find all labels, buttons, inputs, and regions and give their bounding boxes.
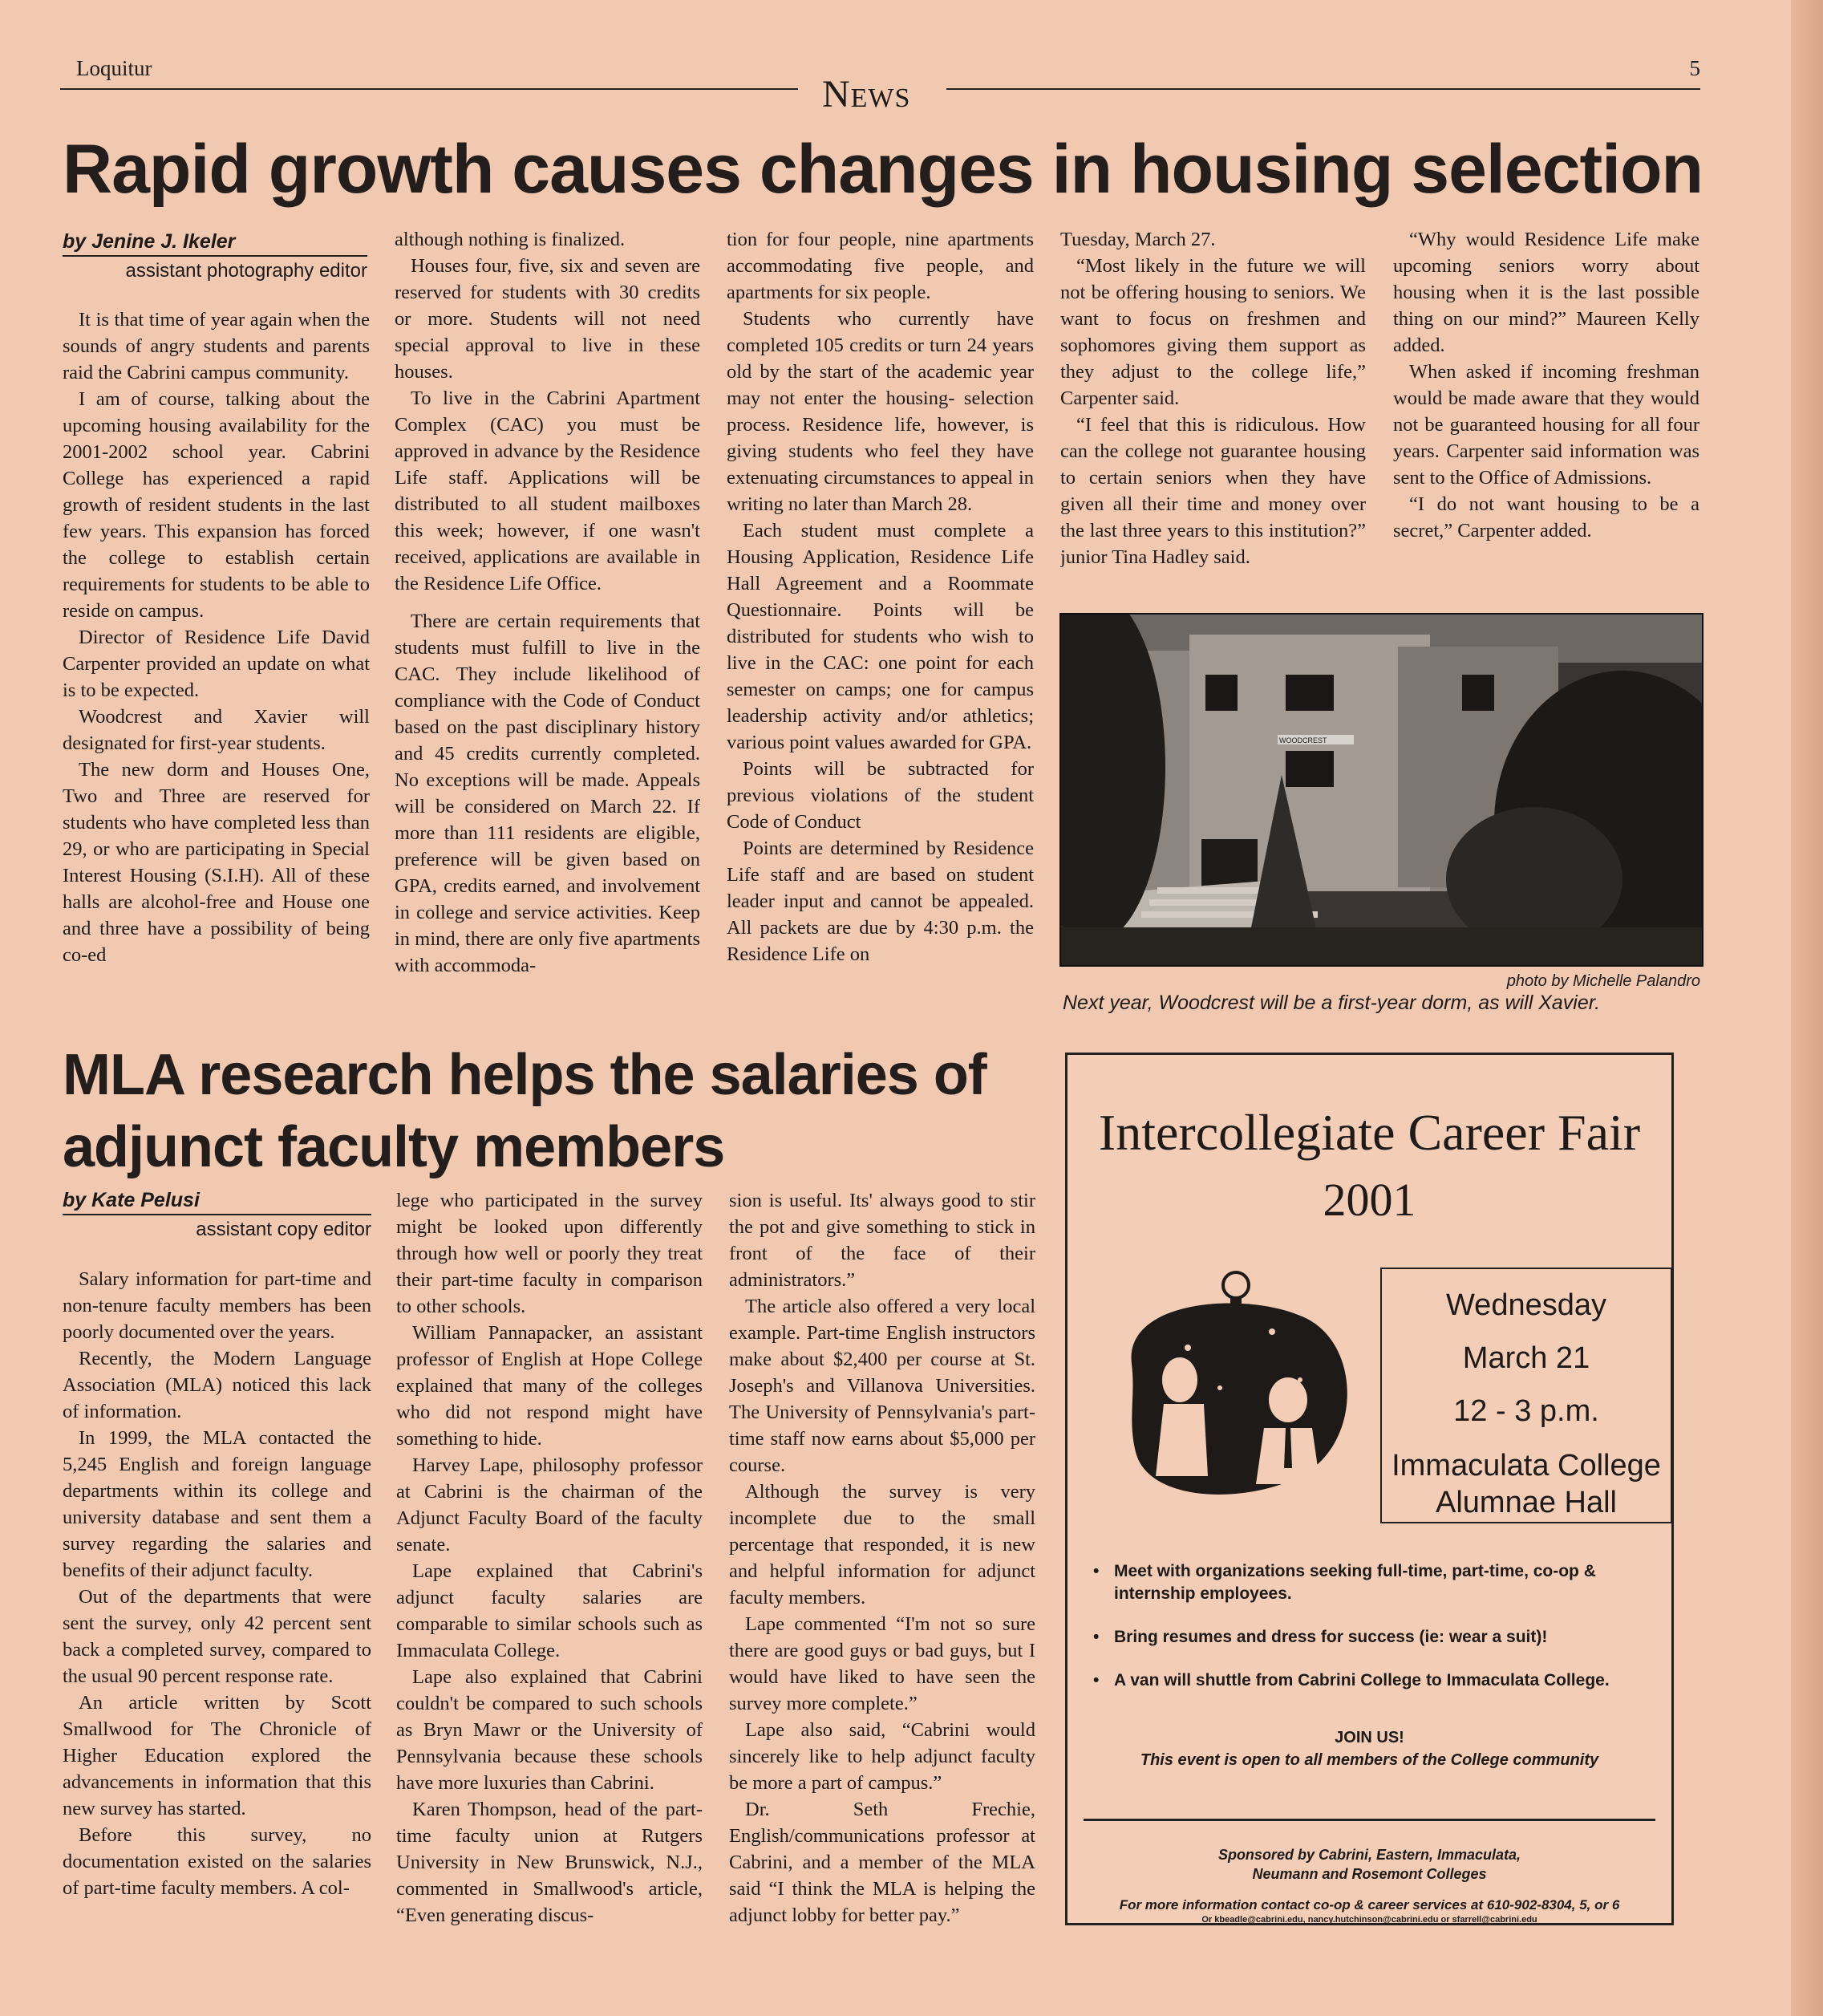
article2-byline: by Kate Pelusi — [63, 1189, 371, 1215]
article2-paragraph: Karen Thompson, head of the part-time faculty union at Rutgers University in New Brunswick, N.J., commented in Smallwood's article, “Even generating discus- — [396, 1799, 703, 1926]
article2-headline: MLA research helps the salaries of adjunct faculty members — [63, 1043, 986, 1179]
ad-sponsors — [1067, 1845, 1671, 1884]
career-fair-ad — [1065, 1053, 1674, 1925]
paper-name: Loquitur — [76, 56, 152, 80]
ad-day: Wednesday — [1446, 1288, 1606, 1322]
ad-location: Immaculata College Alumnae Hall — [1392, 1449, 1661, 1519]
bullet-dot-icon: • — [1093, 1671, 1100, 1689]
article1-paragraph: although nothing is finalized. — [395, 229, 626, 250]
article2-column-1 — [63, 1266, 371, 1992]
article2-paragraph: lege who participated in the survey might be looked upon differently through how well or poorly they treat their part-time faculty in comparison to other schools. — [396, 1190, 703, 1317]
ad-bullet — [1090, 1669, 1651, 1692]
article1-paragraph: Students who currently have completed 105 credits or turn 24 years old by the start of the academic year may not enter the housing- selection process. Residence life, however, is giving students who feel they have extenuating circumstances to appeal in writing no later than March 28. — [727, 308, 1034, 515]
article2-paragraph: Dr. Seth Frechie, English/communications professor at Cabrini, and a member of the MLA said “I think the MLA is helping the adjunct lobby for better pay.” — [729, 1799, 1035, 1926]
article2-byline-block — [63, 1189, 371, 1241]
article2-paragraph: William Pannapacker, an assistant professor of English at Hope College explained that many of the colleges who did not respond might have something to hide. — [396, 1322, 703, 1450]
article1-column-3 — [727, 226, 1034, 1028]
article1-column-1 — [63, 306, 370, 1028]
article2-paragraph: Salary information for part-time and non-tenure faculty members has been poorly documented over the years. — [63, 1268, 371, 1343]
ad-divider — [1084, 1819, 1655, 1821]
article1-paragraph: It is that time of year again when the sounds of angry students and parents raid the Cabrini campus community. — [63, 309, 370, 383]
ad-emails: Or kbeadle@cabrini.edu, nancy.hutchinson@cabrini.edu or sfarrell@cabrini.edu — [1201, 1915, 1537, 1925]
photo-credit: photo by Michelle Palandro — [1506, 972, 1700, 990]
article1-byline-block — [63, 230, 367, 282]
ad-year: 2001 — [1323, 1174, 1416, 1226]
article2-paragraph: Before this survey, no documentation existed on the salaries of part-time faculty members. A col- — [63, 1824, 371, 1899]
article1-paragraph: tion for four people, nine apartments accommodating five people, and apartments for six people. — [727, 229, 1034, 303]
ad-sponsor-line: Neumann and Rosemont Colleges — [1252, 1866, 1487, 1882]
page-edge-shade — [1791, 0, 1823, 2016]
article1-byrole: assistant photography editor — [125, 260, 367, 282]
article1-paragraph: “Why would Residence Life make upcoming seniors worry about housing when it is the last possible thing on our mind?” Maureen Kelly added. — [1393, 229, 1699, 356]
article1-paragraph: The new dorm and Houses One, Two and Three are reserved for students who have completed less than 29, or who are participating in Special Interest Housing (S.I.H). All of these halls are alcohol-free and House one and three have a possibility of being co-ed — [63, 759, 370, 966]
photo-building-sign: WOODCREST — [1279, 736, 1327, 744]
header-rule-right — [946, 88, 1700, 90]
ad-bullet — [1090, 1626, 1651, 1649]
article1-paragraph: “I feel that this is ridiculous. How can the college not guarantee housing to certain seniors when they have given all their time and money over the last three years to this institution?” junior Tina Hadley said. — [1060, 414, 1366, 568]
article1-paragraph: Woodcrest and Xavier will designated for first-year students. — [63, 706, 370, 754]
article2-paragraph: Harvey Lape, philosophy professor at Cabrini is the chairman of the Adjunct Faculty Board of the faculty senate. — [396, 1454, 703, 1556]
ad-date: March 21 — [1462, 1341, 1590, 1375]
article1-paragraph: I am of course, talking about the upcoming housing availability for the 2001-2002 school year. Cabrini College has experienced a rapid growth of resident students in the last few years. This expansion has forced the college to establish certain requirements for students to be able to reside on campus. — [63, 388, 370, 622]
article2-paragraph: Lape also explained that Cabrini couldn't be compared to such schools as Bryn Mawr or the University of Pennsylvania because these schools have more luxuries than Cabrini. — [396, 1666, 703, 1794]
article1-column-2 — [395, 226, 700, 1028]
article2-paragraph: Lape also said, “Cabrini would sincerely like to help adjunct faculty be more a part of campus.” — [729, 1719, 1035, 1794]
woodcrest-dorm-photo — [1059, 613, 1703, 967]
article2-paragraph: The article also offered a very local example. Part-time English instructors make about $2,400 per course at St. Joseph's and Villanova Universities. The University of Pennsylvania's part-time staff now earns about $5,000 per course. — [729, 1296, 1035, 1476]
photo-caption: Next year, Woodcrest will be a first-year dorm, as will Xavier. — [1063, 992, 1601, 1014]
header-rule-left — [60, 88, 798, 90]
bullet-dot-icon: • — [1093, 1562, 1100, 1580]
ad-open-note: This event is open to all members of the College community — [1140, 1751, 1599, 1769]
article2-paragraph: Out of the departments that were sent the survey, only 42 percent sent back a completed survey, compared to the usual 90 percent response rate. — [63, 1586, 371, 1687]
job-seekers-illustration — [1100, 1268, 1364, 1508]
ad-title: Intercollegiate Career Fair — [1098, 1104, 1641, 1161]
ad-bullet-text: Meet with organizations seeking full-time, part-time, co-op & internship employees. — [1114, 1562, 1596, 1603]
bullet-dot-icon: • — [1093, 1628, 1100, 1646]
article2-paragraph: Recently, the Modern Language Association (MLA) noticed this lack of information. — [63, 1348, 371, 1422]
ad-contact: For more information contact co-op & career services at 610-902-8304, 5, or 6 — [1119, 1897, 1620, 1913]
article1-paragraph: There are certain requirements that students must fulfill to live in the CAC. They include likelihood of compliance with the Code of Conduct based on the past disciplinary history and 45 credits currently completed. No exceptions will be made. Appeals will be considered on March 22. If more than 111 residents are eligible, preference will be given based on GPA, credits earned, and involvement in college and service activities. Keep in mind, there are only five apartments with accommoda- — [395, 610, 700, 976]
article2-column-3 — [729, 1187, 1035, 1990]
page-header — [60, 56, 1700, 116]
article2-byrole: assistant copy editor — [196, 1219, 371, 1240]
article1-byline: by Jenine J. Ikeler — [63, 230, 367, 257]
ad-join-us: JOIN US! — [1335, 1729, 1404, 1746]
article1-paragraph: “Most likely in the future we will not be offering housing to seniors. We want to focus on freshmen and sophomores giving them support as they adjust to the college life,” Carpenter said. — [1060, 255, 1366, 409]
page-number: 5 — [1689, 56, 1700, 80]
ad-bullet-list — [1090, 1560, 1651, 1713]
ad-event-details — [1380, 1268, 1672, 1523]
article1-column-5 — [1393, 226, 1699, 603]
article1-column-4 — [1060, 226, 1366, 603]
article1-paragraph: Houses four, five, six and seven are reserved for students with 30 credits or more. Students will not need special approval to live in these houses. — [395, 255, 700, 383]
article1-paragraph: Each student must complete a Housing Application, Residence Life Hall Agreement and a Roommate Questionnaire. Points will be distributed for students who wish to live in the CAC: one point for each semester on camps; one for campus leadership activity and/or athletics; various point values awarded for GPA. — [727, 520, 1034, 753]
article1-paragraph: Tuesday, March 27. — [1060, 229, 1216, 250]
dorm-building-image — [1061, 615, 1702, 965]
section-name: News — [822, 73, 911, 116]
article2-paragraph: An article written by Scott Smallwood for The Chronicle of Higher Education explored the advancements in information that this new survey has started. — [63, 1692, 371, 1819]
article2-paragraph: Lape commented “I'm not so sure there are good guys or bad guys, but I would have liked to have seen the survey more complete.” — [729, 1613, 1035, 1714]
article1-paragraph: Director of Residence Life David Carpenter provided an update on what is to be expected. — [63, 627, 370, 701]
lightbulb-people-icon — [1100, 1268, 1364, 1508]
article1-paragraph: Points are determined by Residence Life staff and are based on student leader input and cannot be appealed. All packets are due by 4:30 p.m. the Residence Life on — [727, 838, 1034, 965]
article1-paragraph: Points will be subtracted for previous violations of the student Code of Conduct — [727, 758, 1034, 833]
article2-paragraph: In 1999, the MLA contacted the 5,245 English and foreign language departments within its college and university database and sent them a survey regarding the salaries and benefits of their adjunct faculty. — [63, 1427, 371, 1581]
ad-bullet-text: A van will shuttle from Cabrini College to Immaculata College. — [1114, 1671, 1610, 1689]
article2-paragraph: Lape explained that Cabrini's adjunct faculty salaries are comparable to similar schools such as Immaculata College. — [396, 1560, 703, 1661]
article1-paragraph: When asked if incoming freshman would be made aware that they would not be guaranteed housing for all four years. Carpenter said information was sent to the Office of Admissions. — [1393, 361, 1699, 489]
ad-sponsor-line: Sponsored by Cabrini, Eastern, Immaculata, — [1217, 1847, 1521, 1863]
article1-paragraph: “I do not want housing to be a secret,” Carpenter added. — [1393, 493, 1699, 542]
article2-paragraph: Although the survey is very incomplete due to the small percentage that responded, it is new and helpful information for adjunct faculty members. — [729, 1481, 1035, 1608]
article1-headline: Rapid growth causes changes in housing selection — [63, 131, 1703, 208]
ad-bullet-text: Bring resumes and dress for success (ie: wear a suit)! — [1114, 1628, 1548, 1646]
article2-column-2 — [396, 1187, 703, 1990]
ad-bullet — [1090, 1560, 1651, 1605]
ad-time: 12 - 3 p.m. — [1453, 1394, 1599, 1428]
article2-paragraph: sion is useful. Its' always good to stir the pot and give something to stick in front of the face of their administrators.” — [729, 1190, 1035, 1291]
article1-paragraph: To live in the Cabrini Apartment Complex (CAC) you must be approved in advance by the Residence Life staff. Applications will be distributed to all student mailboxes this week; however, if one wasn't received, applications are available in the Residence Life Office. — [395, 387, 700, 594]
